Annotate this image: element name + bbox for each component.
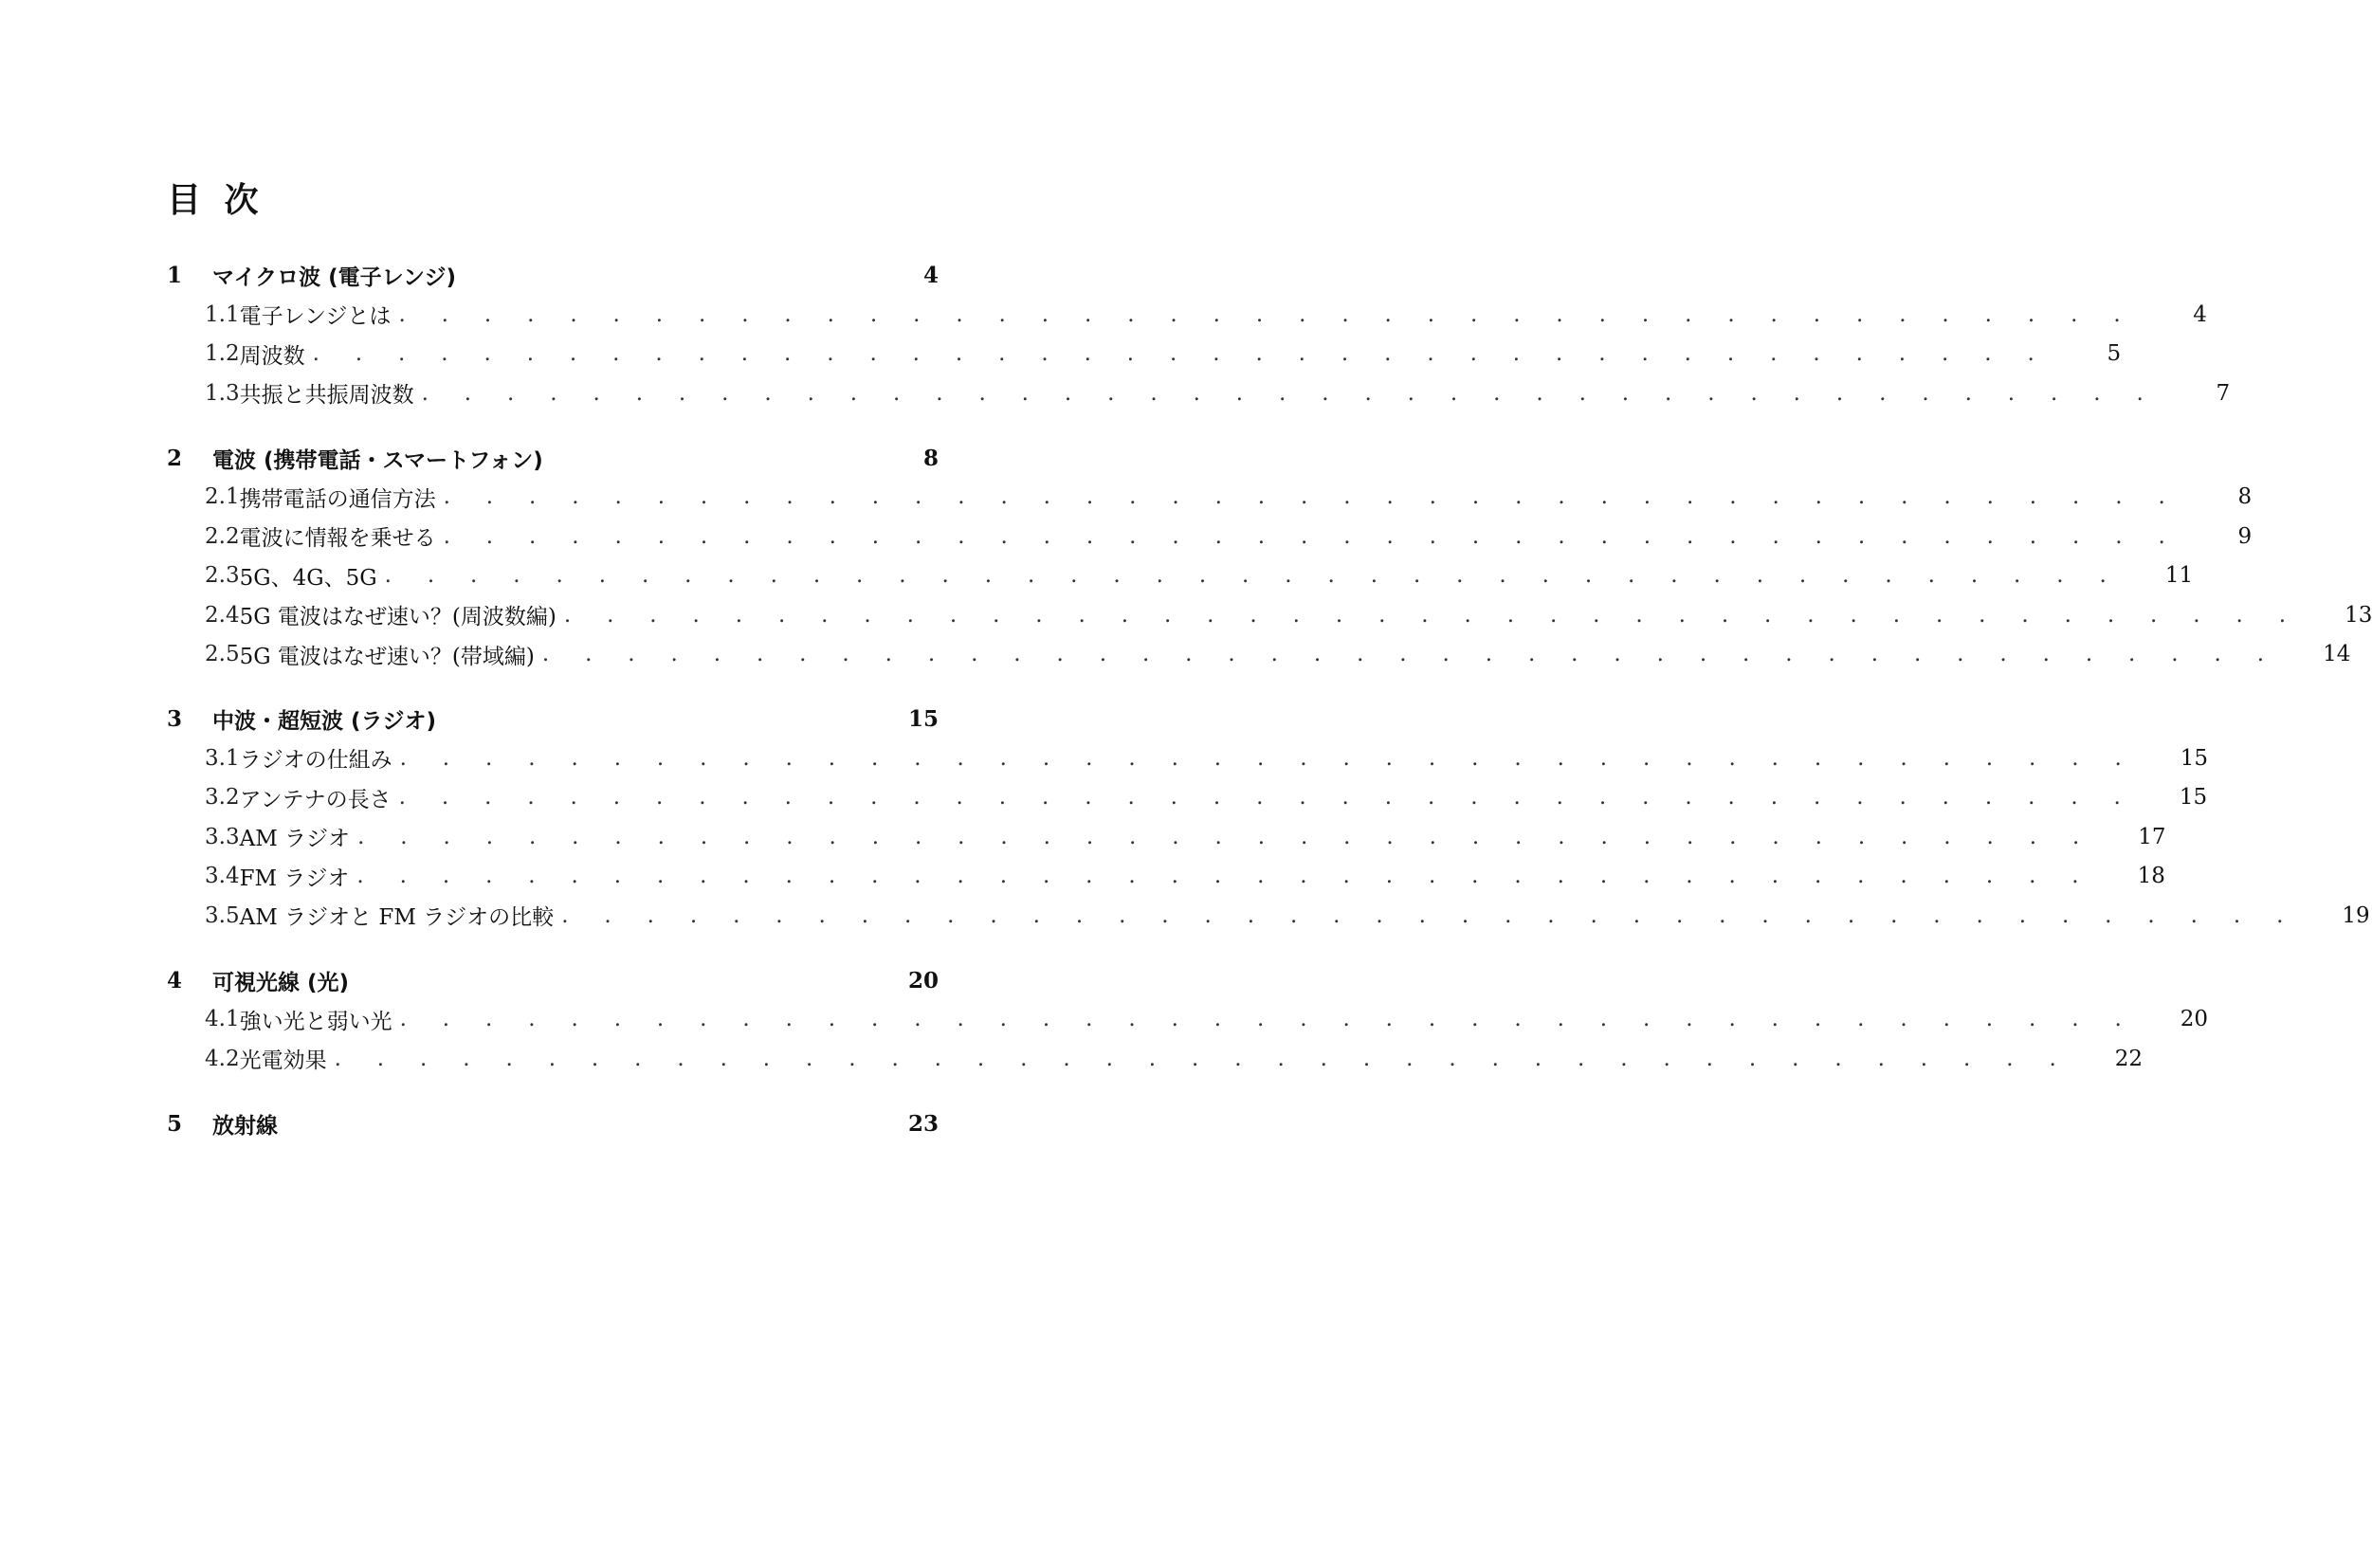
- toc-section: [167, 700, 2370, 936]
- subsection-number: 3.5: [205, 903, 240, 928]
- toc-title: 目 次: [167, 181, 265, 220]
- subsection-page-number: 18: [2137, 864, 2165, 889]
- subsection-number: 3.1: [205, 745, 240, 771]
- subsection-title: 5G、4G、5G: [239, 565, 377, 591]
- toc-subsection-entry[interactable]: [167, 635, 2351, 675]
- subsection-number: 1.2: [205, 341, 240, 367]
- subsection-title: FM ラジオ: [239, 866, 350, 891]
- subsection-number: 3.3: [205, 824, 240, 849]
- section-title: 放射線: [212, 1113, 278, 1139]
- subsection-title: 周波数: [239, 343, 305, 369]
- section-number: 1: [167, 263, 183, 288]
- section-title: 中波・超短波 (ラジオ): [212, 709, 437, 734]
- dot-leader: . . . . . . . . . . . . . . . . . . . . . . . . . . . . . . . . . . . . . . . . .: [398, 301, 2135, 327]
- section-page-number: 4: [922, 263, 939, 288]
- section-spacer: [167, 1079, 939, 1104]
- subsection-title: 共振と共振周波数: [239, 383, 414, 409]
- subsection-number: 4.2: [205, 1046, 240, 1071]
- subsection-page-number: 15: [2179, 785, 2208, 811]
- toc-section: [167, 439, 2372, 675]
- subsection-page-number: 15: [2180, 745, 2209, 771]
- toc-section: [167, 1104, 939, 1143]
- subsection-number: 2.1: [205, 484, 240, 510]
- toc-section-entry[interactable]: [167, 961, 939, 1000]
- section-title: 電波 (携帯電話・スマートフォン): [212, 447, 543, 473]
- subsection-page-number: 19: [2342, 903, 2370, 928]
- subsection-title: 電波に情報を乗せる: [239, 526, 436, 552]
- dot-leader: . . . . . . . . . . . . . . . . . . . . . . . . . . . . . . . . . . . . . . . . .: [443, 484, 2180, 510]
- toc-subsection-entry[interactable]: [167, 857, 2165, 897]
- dot-leader: . . . . . . . . . . . . . . . . . . . . . . . . . . . . . . . . . . . . . . . . .: [541, 642, 2279, 667]
- subsection-title: 強い光と弱い光: [239, 1009, 392, 1034]
- section-spacer: [167, 413, 939, 439]
- subsection-number: 1.1: [205, 301, 240, 327]
- section-spacer: [167, 674, 939, 700]
- subsection-number: 3.2: [205, 785, 240, 811]
- dot-leader: . . . . . . . . . . . . . . . . . . . . . . . . . . . . . . . . . . . . . . . . .: [357, 824, 2094, 849]
- subsection-page-number: 14: [2323, 642, 2351, 667]
- toc-subsection-entry[interactable]: [167, 374, 2231, 413]
- toc-subsection-entry[interactable]: [167, 335, 2122, 374]
- toc-subsection-entry[interactable]: [167, 295, 2207, 335]
- subsection-page-number: 11: [2164, 563, 2194, 589]
- subsection-title: 携帯電話の通信方法: [239, 486, 436, 512]
- toc-section-entry[interactable]: [167, 700, 939, 738]
- dot-leader: . . . . . . . . . . . . . . . . . . . . . . . . . . . . . . . . . . . . . . . . .: [563, 602, 2301, 628]
- subsection-number: 4.1: [205, 1007, 240, 1032]
- dot-leader: . . . . . . . . . . . . . . . . . . . . . . . . . . . . . . . . . . . . . . . . .: [443, 523, 2180, 549]
- subsection-page-number: 20: [2180, 1007, 2209, 1032]
- toc-section-entry[interactable]: [167, 256, 939, 295]
- section-page-number: 8: [922, 445, 939, 471]
- subsection-page-number: 8: [2237, 484, 2253, 510]
- toc-section: [167, 256, 2231, 413]
- subsection-number: 3.4: [205, 864, 240, 889]
- dot-leader: . . . . . . . . . . . . . . . . . . . . . . . . . . . . . . . . . . . . . . . . .: [384, 563, 2122, 589]
- dot-leader: . . . . . . . . . . . . . . . . . . . . . . . . . . . . . . . . . . . . . . . . .: [398, 785, 2136, 811]
- subsection-number: 1.3: [205, 380, 240, 406]
- toc-subsection-entry[interactable]: [167, 595, 2372, 635]
- section-title: 可視光線 (光): [212, 970, 350, 995]
- toc-section-entry[interactable]: [167, 1104, 939, 1143]
- toc-section-entry[interactable]: [167, 439, 939, 478]
- dot-leader: . . . . . . . . . . . . . . . . . . . . . . . . . . . . . . . . . . . . . . . . .: [421, 380, 2159, 406]
- dot-leader: . . . . . . . . . . . . . . . . . . . . . . . . . . . . . . . . . . . . . . . . .: [334, 1046, 2071, 1071]
- toc-subsection-entry[interactable]: [167, 1000, 2209, 1040]
- subsection-title: アンテナの長さ: [239, 787, 392, 812]
- toc-subsection-entry[interactable]: [167, 778, 2208, 818]
- dot-leader: . . . . . . . . . . . . . . . . . . . . . . . . . . . . . . . . . . . . . . . . .: [312, 341, 2050, 367]
- section-page-number: 15: [907, 706, 939, 732]
- subsection-page-number: 7: [2216, 380, 2231, 406]
- dot-leader: . . . . . . . . . . . . . . . . . . . . . . . . . . . . . . . . . . . . . . . . .: [356, 864, 2093, 889]
- dot-leader: . . . . . . . . . . . . . . . . . . . . . . . . . . . . . . . . . . . . . . . . .: [561, 903, 2298, 928]
- toc-subsection-entry[interactable]: [167, 478, 2253, 518]
- subsection-page-number: 17: [2138, 824, 2166, 849]
- section-number: 4: [167, 967, 183, 994]
- subsection-title: 5G 電波はなぜ速い？(周波数編): [239, 605, 557, 630]
- dot-leader: . . . . . . . . . . . . . . . . . . . . . . . . . . . . . . . . . . . . . . . . .: [399, 745, 2137, 771]
- subsection-page-number: 22: [2114, 1046, 2144, 1071]
- subsection-title: 光電効果: [239, 1048, 327, 1074]
- subsection-page-number: 13: [2345, 602, 2372, 628]
- subsection-page-number: 4: [2193, 301, 2207, 327]
- subsection-title: 電子レンジとは: [239, 304, 392, 330]
- subsection-number: 2.2: [205, 523, 240, 549]
- subsection-page-number: 9: [2237, 523, 2253, 549]
- toc-subsection-entry[interactable]: [167, 517, 2253, 556]
- toc-section: [167, 961, 2209, 1079]
- toc-subsection-entry[interactable]: [167, 817, 2166, 857]
- toc-subsection-entry[interactable]: [167, 896, 2370, 936]
- section-spacer: [167, 936, 939, 961]
- subsection-title: AM ラジオと FM ラジオの比較: [239, 905, 555, 931]
- section-page-number: 20: [907, 967, 939, 994]
- section-title: マイクロ波 (電子レンジ): [212, 265, 456, 290]
- dot-leader: . . . . . . . . . . . . . . . . . . . . . . . . . . . . . . . . . . . . . . . . .: [399, 1007, 2137, 1032]
- subsection-number: 2.4: [205, 602, 240, 628]
- subsection-number: 2.3: [205, 563, 240, 589]
- table-of-contents: [167, 256, 2372, 1143]
- section-page-number: 23: [907, 1110, 939, 1137]
- section-number: 2: [167, 445, 183, 471]
- subsection-title: ラジオの仕組み: [239, 748, 392, 774]
- subsection-title: 5G 電波はなぜ速い？(帯域編): [239, 644, 535, 669]
- section-number: 5: [167, 1110, 183, 1137]
- subsection-page-number: 5: [2107, 341, 2122, 367]
- toc-subsection-entry[interactable]: [167, 556, 2194, 596]
- toc-subsection-entry[interactable]: [167, 738, 2209, 778]
- subsection-title: AM ラジオ: [239, 827, 351, 852]
- subsection-number: 2.5: [205, 642, 240, 667]
- toc-subsection-entry[interactable]: [167, 1039, 2144, 1079]
- section-number: 3: [167, 706, 183, 732]
